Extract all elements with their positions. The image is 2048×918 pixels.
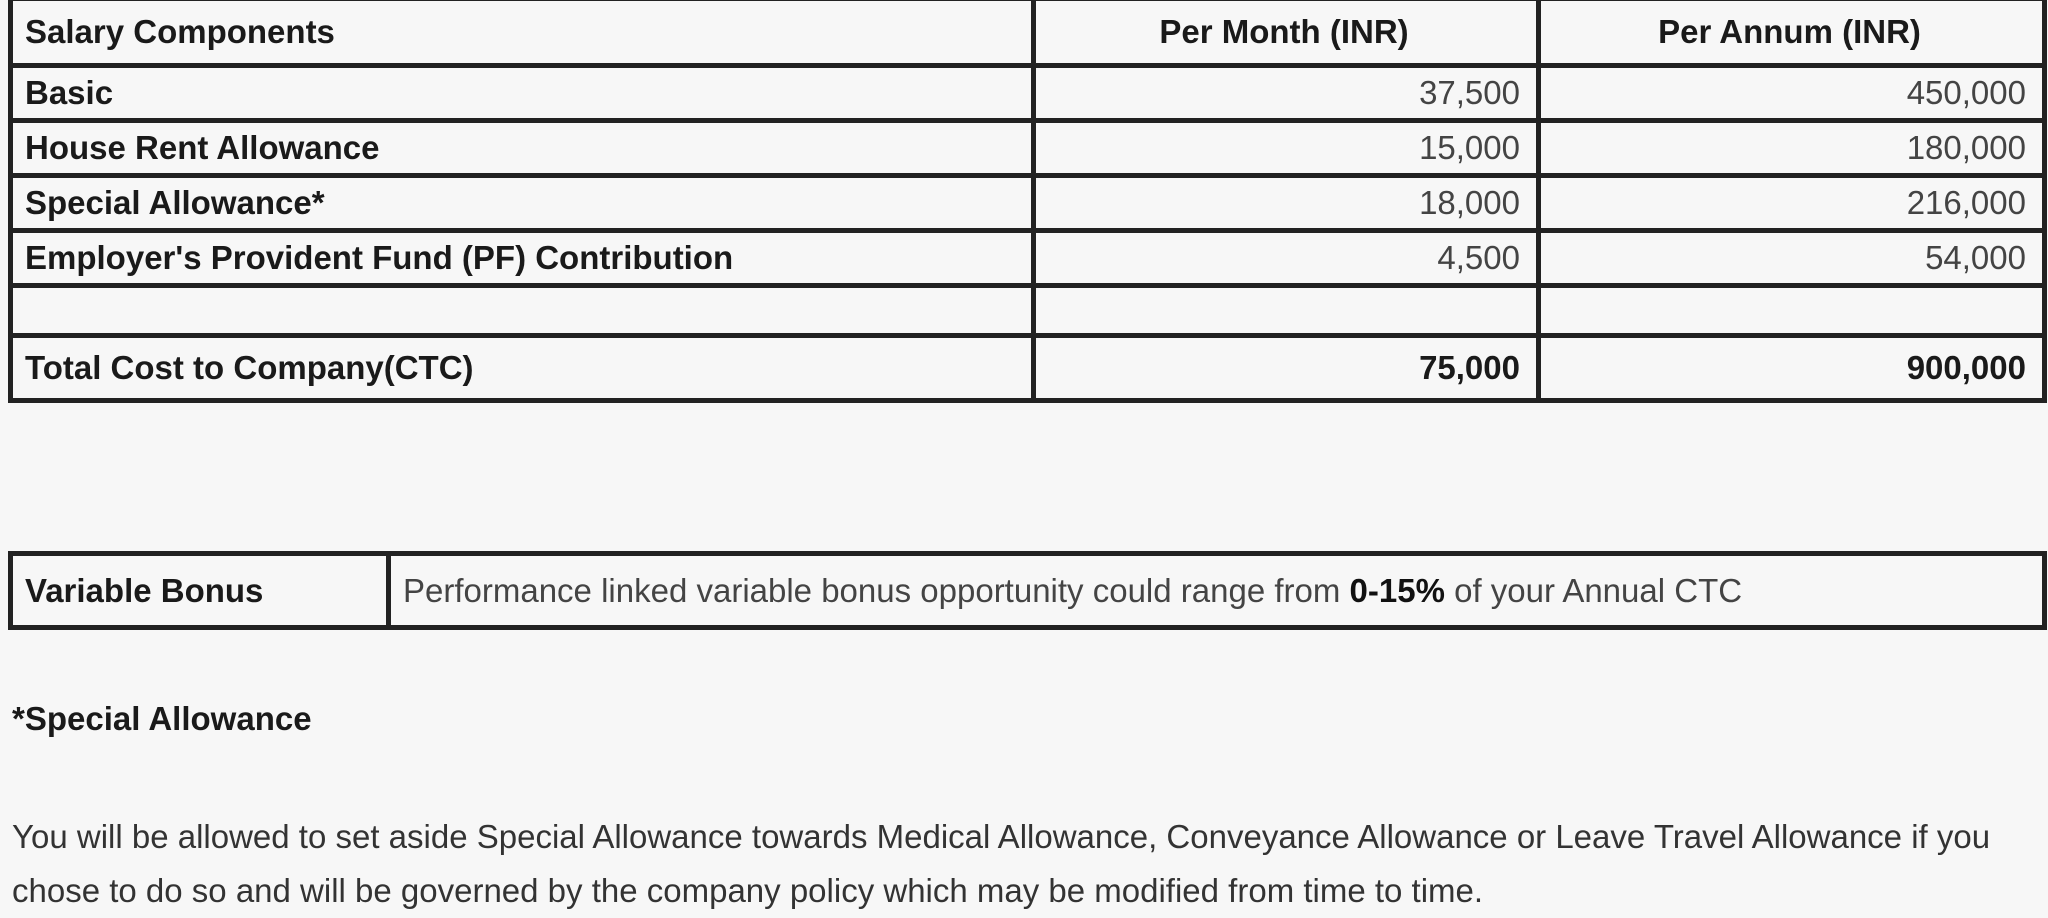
bonus-label: Variable Bonus [11, 554, 389, 628]
total-label: Total Cost to Company(CTC) [11, 336, 1034, 401]
component-label: Basic [11, 66, 1034, 121]
monthly-value: 18,000 [1034, 176, 1539, 231]
header-per-annum: Per Annum (INR) [1539, 0, 2045, 66]
bonus-description-post: of your Annual CTC [1444, 571, 1743, 609]
annual-value: 216,000 [1539, 176, 2045, 231]
bonus-range: 0-15% [1349, 571, 1445, 609]
annual-value: 450,000 [1539, 66, 2045, 121]
bonus-description-pre: Performance linked variable bonus opportunity could range from [403, 571, 1350, 609]
monthly-value: 37,500 [1034, 66, 1539, 121]
table-header-row [11, 0, 2045, 66]
monthly-value: 4,500 [1034, 231, 1539, 286]
component-label [11, 286, 1034, 336]
footnote-title: *Special Allowance [12, 700, 312, 737]
table-row [11, 231, 2045, 286]
monthly-value: 15,000 [1034, 121, 1539, 176]
annual-value [1539, 286, 2045, 336]
component-label: House Rent Allowance [11, 121, 1034, 176]
component-label: Employer's Provident Fund (PF) Contribution [11, 231, 1034, 286]
variable-bonus-table [8, 551, 2047, 630]
bonus-description [389, 554, 2045, 628]
header-salary-components: Salary Components [11, 0, 1034, 66]
component-label: Special Allowance* [11, 176, 1034, 231]
header-per-month: Per Month (INR) [1034, 0, 1539, 66]
empty-row [11, 286, 2045, 336]
table-row [11, 176, 2045, 231]
annual-value: 180,000 [1539, 121, 2045, 176]
annual-value: 54,000 [1539, 231, 2045, 286]
total-annual-value: 900,000 [1539, 336, 2045, 401]
salary-components-table [8, 0, 2047, 403]
table-row [11, 66, 2045, 121]
bonus-row [11, 554, 2045, 628]
total-monthly-value: 75,000 [1034, 336, 1539, 401]
footnote-text: You will be allowed to set aside Special Allowance towards Medical Allowance, Conveyance Allowance or Leave Travel Allowance if you chose to do so and will be governed by the company policy which may be modified from time to time. [12, 818, 1991, 909]
table-row [11, 121, 2045, 176]
monthly-value [1034, 286, 1539, 336]
total-row [11, 336, 2045, 401]
